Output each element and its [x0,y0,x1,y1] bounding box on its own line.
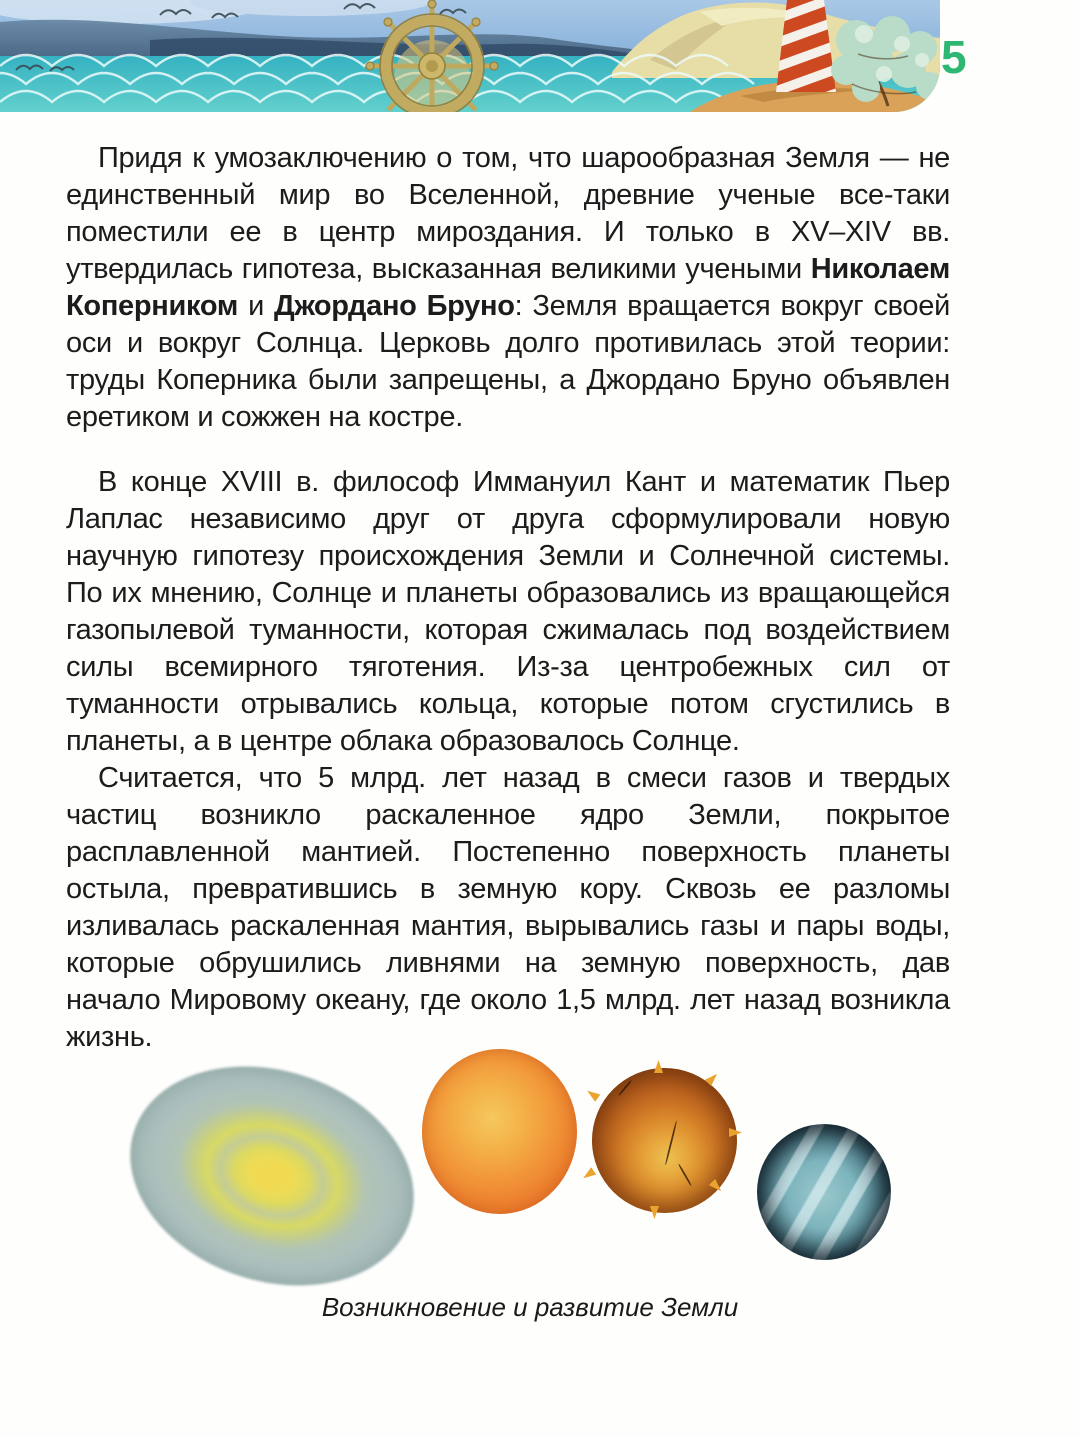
paragraph-kant-laplace-hypothesis: В конце XVIII в. философ Иммануил Кант и математик Пьер Лаплас независимо друг от друга сформулировали новую научную гипотезу происхождения Земли и Солнечной системы. По их мнению, Солнце и планеты образовались из вращающейся газопылевой туманности, которая сжималась под воздействием силы всемирного тяготения. Из-за центробежных сил от туманности отрывались кольца, которые потом сгустились в планеты, а в центре облака образовалось Солнце. [66,466,950,757]
bold-name-copernicus: Николаем Коперником [66,253,950,322]
flame-tuft [709,1179,725,1195]
flame-tuft [585,1087,601,1102]
paragraph-segment: : Земля вращается вокруг своей оси и вокруг Солнца. Церковь долго противилась этой теории: труды Коперника были запрещены, а Джордано Бруно объявлен еретиком и сожжен на костре. [66,290,950,433]
paragraph-segment: и [238,290,274,322]
young-earth-stage [757,1124,891,1260]
surface-crack [618,1080,632,1097]
flame-tuft [650,1206,659,1219]
sea-scene [0,0,940,112]
gas-dust-nebula-stage [102,1031,443,1320]
flame-tuft [581,1167,597,1182]
article-text [66,140,950,1056]
paragraph-geocentric-to-heliocentric [66,140,950,436]
figure-caption: Возникновение и развитие Земли [321,1292,739,1322]
page-number: 5 [941,31,967,83]
paragraph-segment: Придя к умозаключению о том, что шарообразная Земля — не единственный мир во Вселенной, древние ученые все-таки поместили ее в центр мироздания. И только в XV–XIV вв. утвердилась гипотеза, высказанная великими учеными [66,142,950,285]
molten-planet-stage [592,1068,737,1213]
protostar-stage [422,1049,577,1214]
flame-tuft [705,1071,721,1087]
surface-crack [678,1163,693,1187]
surface-crack [664,1120,677,1165]
paragraph-earth-formation: Считается, что 5 млрд. лет назад в смеси газов и твердых частиц возникло раскаленное ядро Земли, покрытое расплавленной мантией. Постепенно поверхность планеты остыла, превратившись в земную кору. Сквозь ее разломы изливалась раскаленная мантия, вырывались газы и пары воды, которые обрушились ливнями на земную поверхность, дав начало Мировому океану, где около 1,5 млрд. лет назад возникла жизнь. [66,762,950,1053]
bold-name-giordano-bruno: Джордано Бруно [274,290,515,322]
header-illustration [0,0,940,112]
flame-tuft [729,1128,742,1137]
flame-tuft [654,1060,663,1073]
earth-formation-figure [70,1040,1010,1340]
